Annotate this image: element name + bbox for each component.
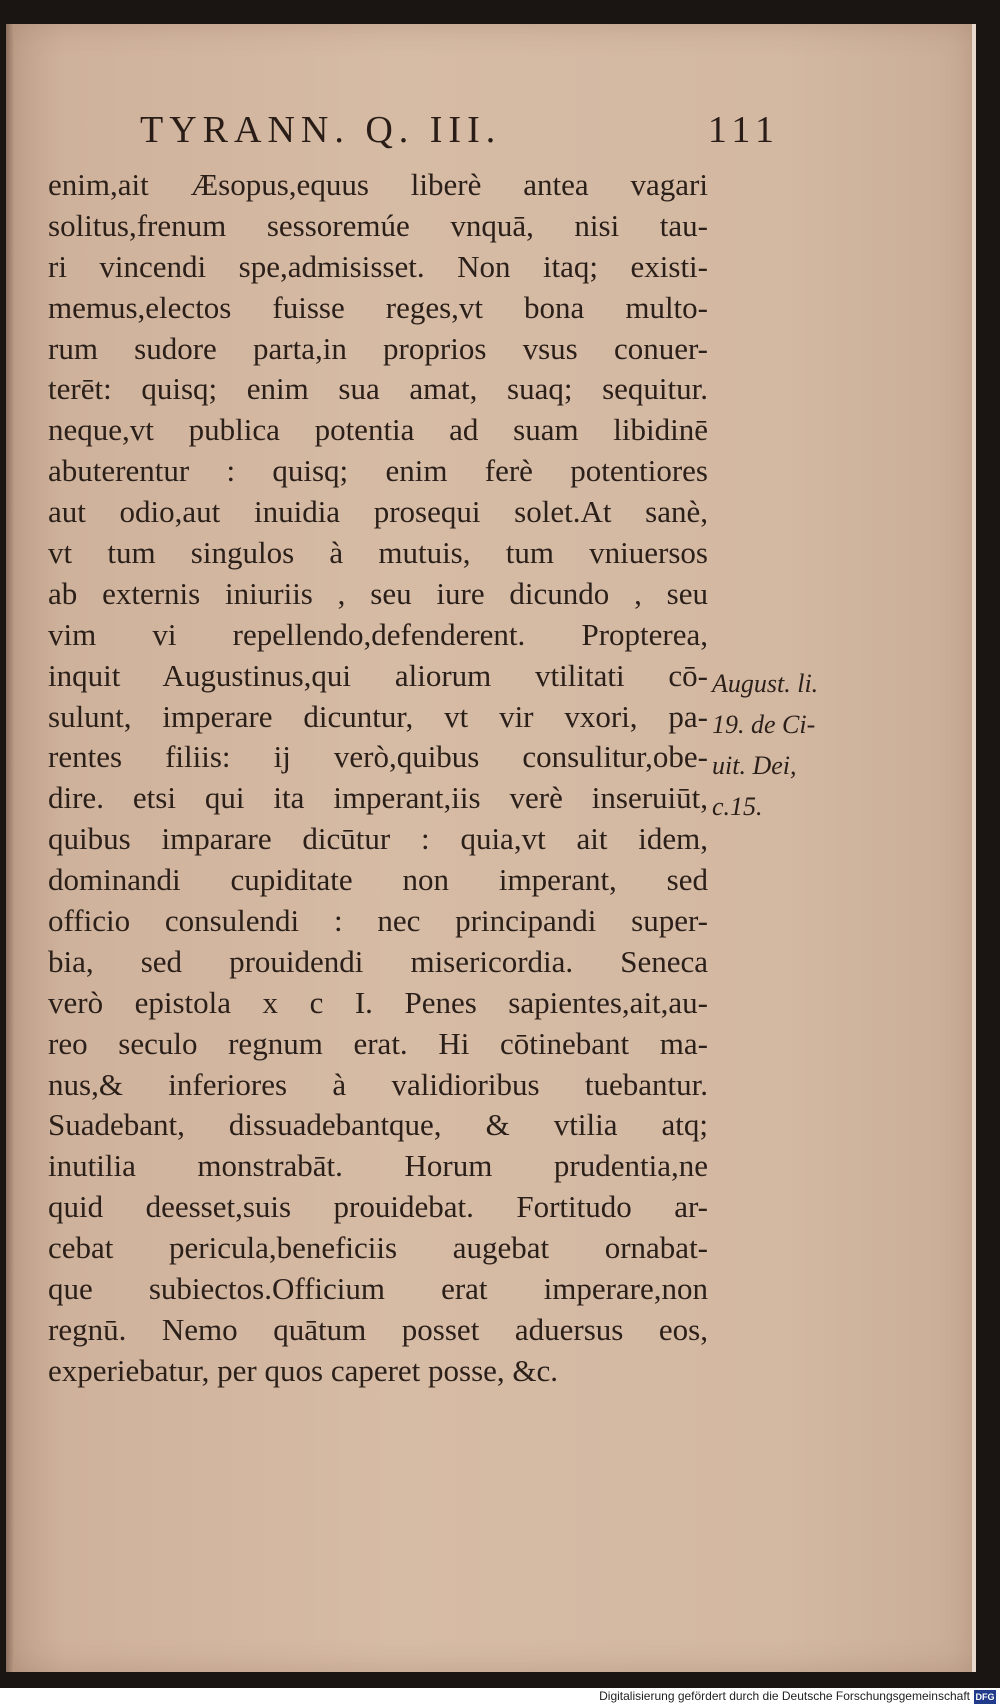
text-line: verò epistola x c I. Penes sapientes,ait,au- (48, 984, 708, 1020)
text-line: inquit Augustinus,qui aliorum vtilitati cō- (48, 657, 708, 693)
main-text-block (48, 165, 708, 1392)
marginal-citation-line: 19. de Ci- (712, 709, 816, 739)
page-number: 111 (707, 109, 780, 151)
marginal-citation (712, 664, 862, 828)
text-line: memus,electos fuisse reges,vt bona multo- (48, 289, 708, 325)
text-line: quibus imparare dicūtur : quia,vt ait idem, (48, 821, 708, 857)
dfg-logo: DFG (975, 1692, 995, 1702)
text-line: officio consulendi : nec principandi super- (48, 903, 708, 939)
funding-credit: Digitalisierung gefördert durch die Deutsche Forschungsgemeinschaft (599, 1689, 970, 1703)
marginal-citation-line: c.15. (712, 791, 763, 821)
text-line: dominandi cupiditate non imperant, sed (48, 862, 708, 898)
text-line: abuterentur : quisq; enim ferè potentiores (48, 453, 708, 489)
text-line: enim,ait Æsopus,equus liberè antea vagari (48, 167, 708, 202)
text-line: reo seculo regnum erat. Hi cōtinebant ma- (48, 1025, 708, 1061)
text-line: rentes filiis: ij verò,quibus consulitur,obe- (48, 739, 708, 775)
text-line: inutilia monstrabāt. Horum prudentia,ne (48, 1148, 708, 1184)
text-line: ab externis iniuriis , seu iure dicundo , seu (48, 575, 708, 611)
marginal-citation-line: August. li. (712, 669, 819, 698)
text-line: rum sudore parta,in proprios vsus conuer- (48, 330, 708, 366)
running-head-title: TYRANN. Q. III. (140, 109, 502, 151)
text-line: neque,vt publica potentia ad suam libidinē (48, 412, 708, 448)
text-line: vt tum singulos à mutuis, tum vniuersos (48, 535, 708, 571)
text-line: solitus,frenum sessoremúe vnquā, nisi tau- (48, 207, 708, 243)
text-line: experiebatur, per quos caperet posse, &c. (48, 1352, 559, 1388)
digitization-footer (0, 1688, 1000, 1707)
text-line: aut odio,aut inuidia prosequi solet.At sanè, (48, 494, 708, 530)
marginal-citation-line: uit. Dei, (712, 750, 797, 780)
text-line: dire. etsi qui ita imperant,iis verè inseruiūt, (48, 780, 708, 816)
text-line: sulunt, imperare dicuntur, vt vir vxori, pa- (48, 698, 708, 734)
text-line: cebat pericula,beneficiis augebat ornabat- (48, 1230, 708, 1266)
text-line: que subiectos.Officium erat imperare,non (48, 1271, 708, 1307)
text-line: ri vincendi spe,admisisset. Non itaq; existi- (48, 248, 708, 284)
text-line: regnū. Nemo quātum posset aduersus eos, (48, 1311, 708, 1347)
text-line: terēt: quisq; enim sua amat, suaq; sequitur. (48, 371, 708, 407)
text-line: nus,& inferiores à validioribus tuebantur. (48, 1066, 708, 1102)
text-line: quid deesset,suis prouidebat. Fortitudo ar- (48, 1189, 708, 1225)
page-gutter-edge (6, 24, 14, 1672)
text-line: bia, sed prouidendi misericordia. Seneca (48, 943, 708, 979)
text-line: vim vi repellendo,defenderent. Propterea, (48, 616, 708, 652)
running-head (140, 108, 780, 158)
text-line: Suadebant, dissuadebantque, & vtilia atq; (48, 1107, 708, 1143)
